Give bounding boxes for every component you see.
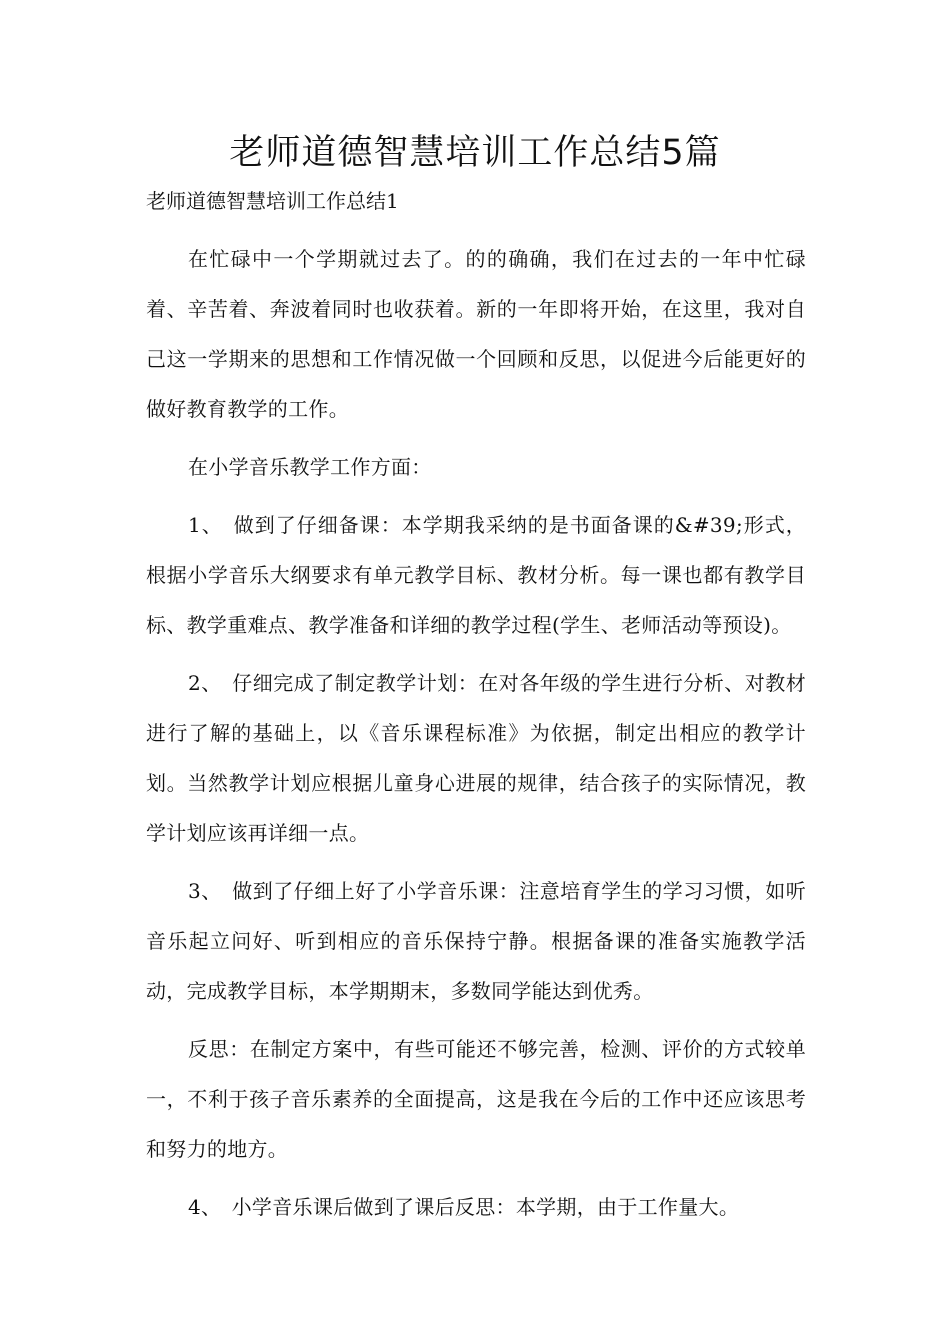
- paragraph-item-4: 4、 小学音乐课后做到了课后反思：本学期，由于工作量大。: [188, 1195, 740, 1219]
- section-heading: 老师道德智慧培训工作总结1: [146, 189, 399, 213]
- paragraph-item-3: 3、 做到了仔细上好了小学音乐课：注意培育学生的学习习惯，如听音乐起立问好、听到相应的音乐保持宁静。根据备课的准备实施教学活动，完成教学目标，本学期期末，多数同学能达到优秀。: [146, 879, 806, 1003]
- document-title: 老师道德智慧培训工作总结5篇: [229, 133, 721, 173]
- paragraph-item-2: 2、 仔细完成了制定教学计划：在对各年级的学生进行分析、对教材进行了解的基础上，以《音乐课程标准》为依据，制定出相应的教学计划。当然教学计划应根据儿童身心进展的规律，结合孩子的实际情况，教学计划应该再详细一点。: [146, 671, 806, 845]
- paragraph-item-1: 1、 做到了仔细备课：本学期我采纳的是书面备课的&#39;形式，根据小学音乐大纲要求有单元教学目标、教材分析。每一课也都有教学目标、教学重难点、教学准备和详细的教学过程(学生、老师活动等预设)。: [146, 513, 806, 637]
- paragraph-reflection: 反思：在制定方案中，有些可能还不够完善，检测、评价的方式较单一，不利于孩子音乐素养的全面提高，这是我在今后的工作中还应该思考和努力的地方。: [146, 1037, 806, 1161]
- document-body: [146, 234, 806, 1240]
- paragraph-section-label: 在小学音乐教学工作方面：: [188, 455, 432, 479]
- paragraph-intro: 在忙碌中一个学期就过去了。的的确确，我们在过去的一年中忙碌着、辛苦着、奔波着同时也收获着。新的一年即将开始，在这里，我对自己这一学期来的思想和工作情况做一个回顾和反思，以促进今后能更好的做好教育教学的工作。: [146, 247, 806, 421]
